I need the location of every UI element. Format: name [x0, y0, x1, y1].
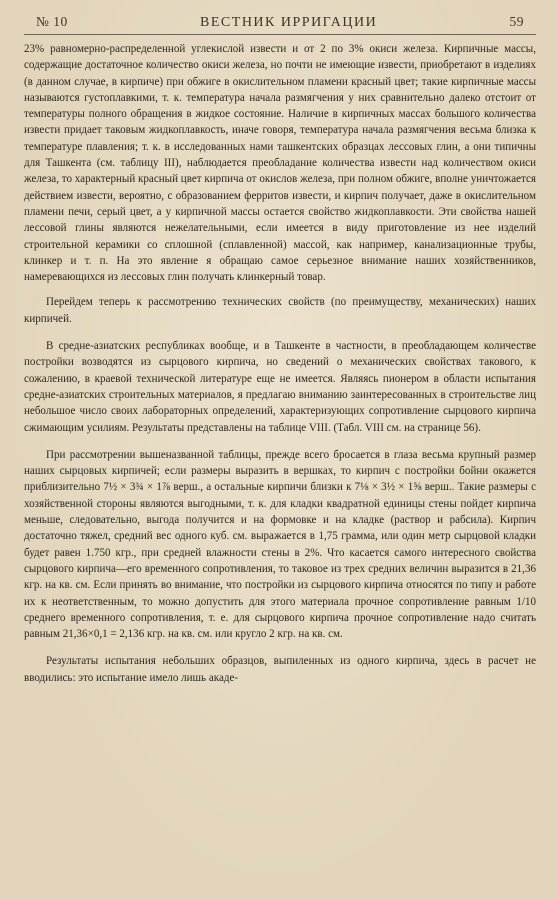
page-number: 59	[509, 14, 524, 29]
paragraph-section-intro: Перейдем теперь к рассмотрению технических свойств (по преимуществу, механических) наших кирпичей.	[24, 296, 536, 325]
journal-title: ВЕСТНИК ИРРИГАЦИИ	[200, 15, 378, 30]
paragraph-continuation: 23% равномерно-распределенной углекислой извести и от 2 по 3% окиси железа. Кирпичные массы, содержащие достаточное количество окиси железа, но почти не имеющие извести, приобретают в изделиях (в данном случае, в кирпиче) при обжиге в окислительном пламени красный цвет; такие кирпичные массы называются густоплавкими, т. к. температура начала размягчения у них сравнительно далеко отстоит от температуры полного обращения в жидкое состояние. Наличие в кирпичных массах большого количества извести придает таковым жидкоплавкость, иначе говоря, температура начала размягчения весьма близка к температуре плавления; т. к. в исследованных нами ташкентских образцах лессовых глин, а они типичны для Ташкента (см. таблицу III), наблюдается преобладание количества извести над количеством окиси железа, то характерный красный цвет кирпича от окислов железа, при полном обжиге, вполне уничтожается действием извести, вероятно, с образованием ферритов извести, и кирпич получает, даже в окислительном пламени печи, серый цвет, а у кирпичной массы остается свойство жидкоплавкости. Эти свойства нашей лессовой глины являются нежелательными, если имеется в виду приготовление из нее изделий строительной керамики со сплошной (сплавленной) массой, как например, канализационные трубы, клинкер и т. п. На это явление я обращаю самое серьезное внимание наших хозяйственников, намеревающихся из лессовых глин получать клинкерный товар.	[24, 43, 536, 284]
paragraph-brick-research: В средне-азиатских республиках вообще, и в Ташкенте в частности, в преобладающем количестве постройки возводятся из сырцового кирпича, но сведений о механических свойствах такового, к сожалению, в краевой технической литературе еще не имеется. Являясь пионером в области испытания средне-азиатских строительных материалов, я предлагаю вниманию заинтересованных в строительстве лиц небольшое число своих лабораторных определений, характеризующих сопротивление сырцового кирпича сжимающим усилиям. Результаты представлены на таблице VIII. (Табл. VIII см. на странице 56).	[24, 340, 536, 434]
running-header	[24, 14, 536, 35]
article-body	[24, 41, 536, 686]
paragraph-table-analysis: При рассмотрении вышеназванной таблицы, прежде всего бросается в глаза весьма крупный размер наших сырцовых кирпичей; если размеры выразить в вершках, то кирпич с постройки бойни окажется приблизительно 7½ × 3¾ × 1⅞ верш., а остальные кирпичи близки к 7⅛ × 3½ × 1⅝ верш.. Такие размеры с хозяйственной стороны являются выгодными, т. к. для кладки квадратной единицы стены пойдет кирпича меньше, следовательно, выгода получится и на формовке и на кладке (раствор и рабсила). Кирпич достаточно тяжел, средний вес одного куб. см. выражается в 1,75 грамма, или один метр сырцовой кладки будет равен 1.750 кгр., при средней влажности стены в 2%. Что касается самого интересного свойства сырцового кирпича—его временного сопротивления, то таковое из трех средних величин выразится в 21,36 кгр. на кв. см. Если принять во внимание, что постройки из сырцового кирпича относятся по типу и работе их к неответственным, то можно допустить для этого материала прочное сопротивление равным 1/10 среднего временного сопротивления, т. е. для сырцового кирпича прочное сопротивление надо считать равным 21,36×0,1 = 2,136 кгр. на кв. см. или кругло 2 кгр. на кв. см.	[24, 448, 536, 641]
issue-number: № 10	[36, 14, 68, 29]
paragraph-results: Результаты испытания небольших образцов, выпиленных из одного кирпича, здесь в расчет не вводились: это испытание имело лишь акаде-	[24, 655, 536, 684]
